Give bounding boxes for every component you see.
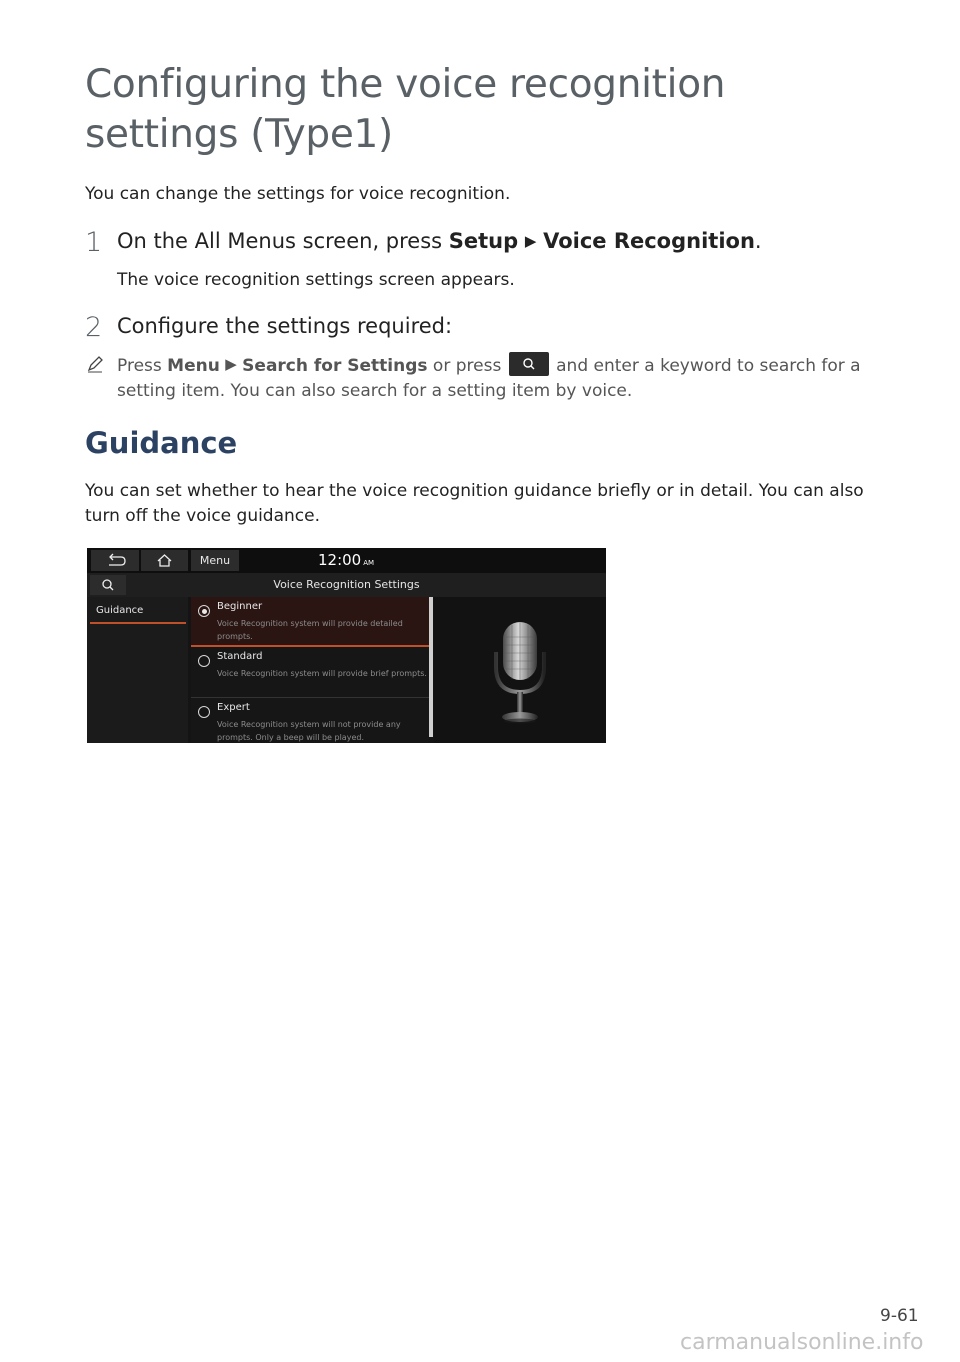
screen-title: Voice Recognition Settings xyxy=(273,578,420,591)
setup-label: Setup xyxy=(448,229,519,253)
page-number: 9-61 xyxy=(880,1306,919,1326)
option-desc: Voice Recognition system will provide detailed prompts. xyxy=(217,619,403,641)
option-beginner[interactable] xyxy=(191,597,429,647)
note-or-press: or press xyxy=(427,356,507,376)
microphone-panel xyxy=(434,597,606,743)
note-rest: and enter a keyword to search for a setting item. You can also search for a setting item by voice. xyxy=(117,356,861,401)
sidebar-item-guidance[interactable]: Guidance xyxy=(90,598,186,624)
option-expert[interactable] xyxy=(191,698,429,743)
search-button[interactable] xyxy=(90,575,126,595)
step-text: Configure the settings required: xyxy=(117,314,453,338)
step-text xyxy=(117,229,762,253)
scrollbar[interactable] xyxy=(429,597,433,737)
pencil-icon xyxy=(85,354,105,374)
clock-time: 12:00 xyxy=(318,551,362,569)
screenshot xyxy=(87,548,606,743)
option-desc: Voice Recognition system will not provide any prompts. Only a beep will be played. xyxy=(217,720,401,742)
screen-header xyxy=(87,573,606,597)
voice-recognition-label: Voice Recognition xyxy=(543,229,755,253)
options-list xyxy=(191,597,429,743)
step-1-result: The voice recognition settings screen appears. xyxy=(117,270,515,290)
note-press: Press xyxy=(117,356,168,376)
option-name: Expert xyxy=(217,702,250,713)
top-bar xyxy=(87,548,606,573)
option-name: Beginner xyxy=(217,601,263,612)
menu-button[interactable]: Menu xyxy=(191,550,239,571)
option-desc: Voice Recognition system will provide brief prompts. xyxy=(217,669,427,678)
menu-label: Menu xyxy=(167,356,220,376)
option-standard[interactable] xyxy=(191,647,429,697)
home-button[interactable] xyxy=(141,550,188,571)
step-suffix: . xyxy=(754,229,762,253)
sidebar xyxy=(87,597,188,743)
search-for-settings-label: Search for Settings xyxy=(242,356,428,376)
home-icon xyxy=(141,550,188,571)
step-prefix: On the All Menus screen, press xyxy=(117,229,449,253)
radio-selected-icon xyxy=(198,605,210,617)
watermark: carmanualsonline.info xyxy=(680,1330,924,1355)
microphone-icon xyxy=(434,597,606,743)
radio-icon xyxy=(198,706,210,718)
step-number: 1 xyxy=(85,227,103,258)
option-name: Standard xyxy=(217,651,263,662)
radio-icon xyxy=(198,655,210,667)
clock xyxy=(318,551,374,569)
step-number: 2 xyxy=(85,312,103,343)
arrow-icon: ▶ xyxy=(225,355,237,373)
intro-text: You can change the settings for voice recognition. xyxy=(85,184,511,204)
section-text: You can set whether to hear the voice recognition guidance briefly or in detail. You can also turn off the voice guidance. xyxy=(85,481,864,526)
clock-ampm: AM xyxy=(363,559,375,567)
arrow-icon: ▶ xyxy=(524,232,537,250)
search-button-icon xyxy=(509,352,549,376)
search-icon xyxy=(90,575,126,595)
back-button[interactable] xyxy=(91,550,139,571)
back-icon xyxy=(91,550,139,571)
page-title: Configuring the voice recognition settings (Type1) xyxy=(85,62,726,157)
section-heading: Guidance xyxy=(85,426,238,460)
